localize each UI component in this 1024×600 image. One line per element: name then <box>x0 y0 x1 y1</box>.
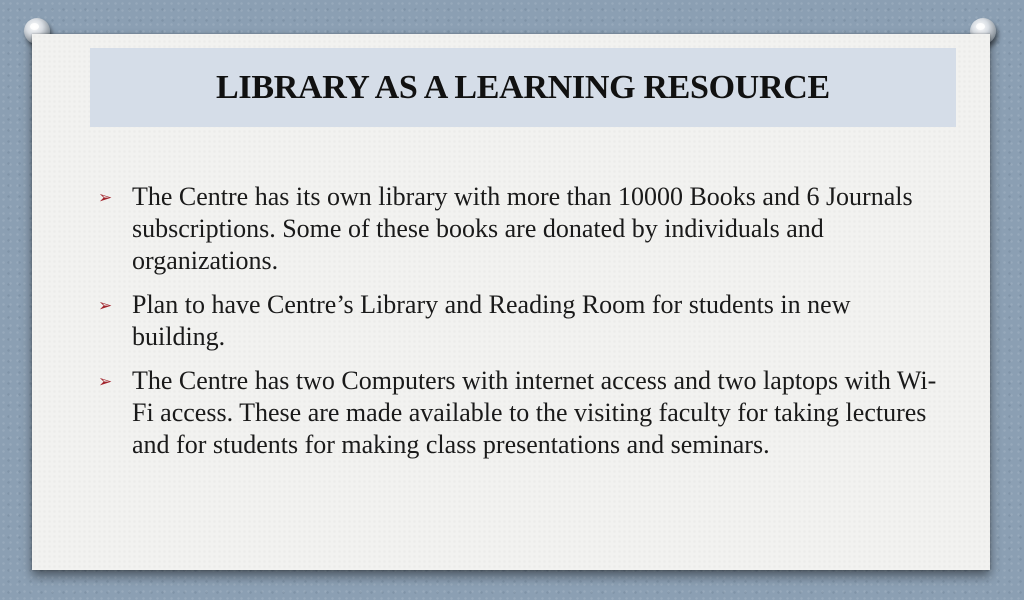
arrow-bullet-icon: ➢ <box>98 188 113 208</box>
bullet-text: Plan to have Centre’s Library and Reading Room for students in new building. <box>132 290 851 351</box>
bullet-text: The Centre has its own library with more than 10000 Books and 6 Journals subscriptions. Some of these books are donated by individuals and organizations. <box>132 182 913 275</box>
slide-card <box>32 34 990 570</box>
arrow-bullet-icon: ➢ <box>98 296 113 316</box>
bullet-item <box>98 289 948 353</box>
arrow-bullet-icon: ➢ <box>98 372 113 392</box>
title-band <box>90 48 956 127</box>
bullet-item <box>98 365 948 461</box>
bullet-text: The Centre has two Computers with internet access and two laptops with Wi-Fi access. These are made available to the visiting faculty for taking lectures and for students for making class presentations and seminars. <box>132 366 937 459</box>
bullet-item <box>98 181 948 277</box>
bullet-list <box>98 181 948 473</box>
slide-title: LIBRARY AS A LEARNING RESOURCE <box>216 68 830 106</box>
